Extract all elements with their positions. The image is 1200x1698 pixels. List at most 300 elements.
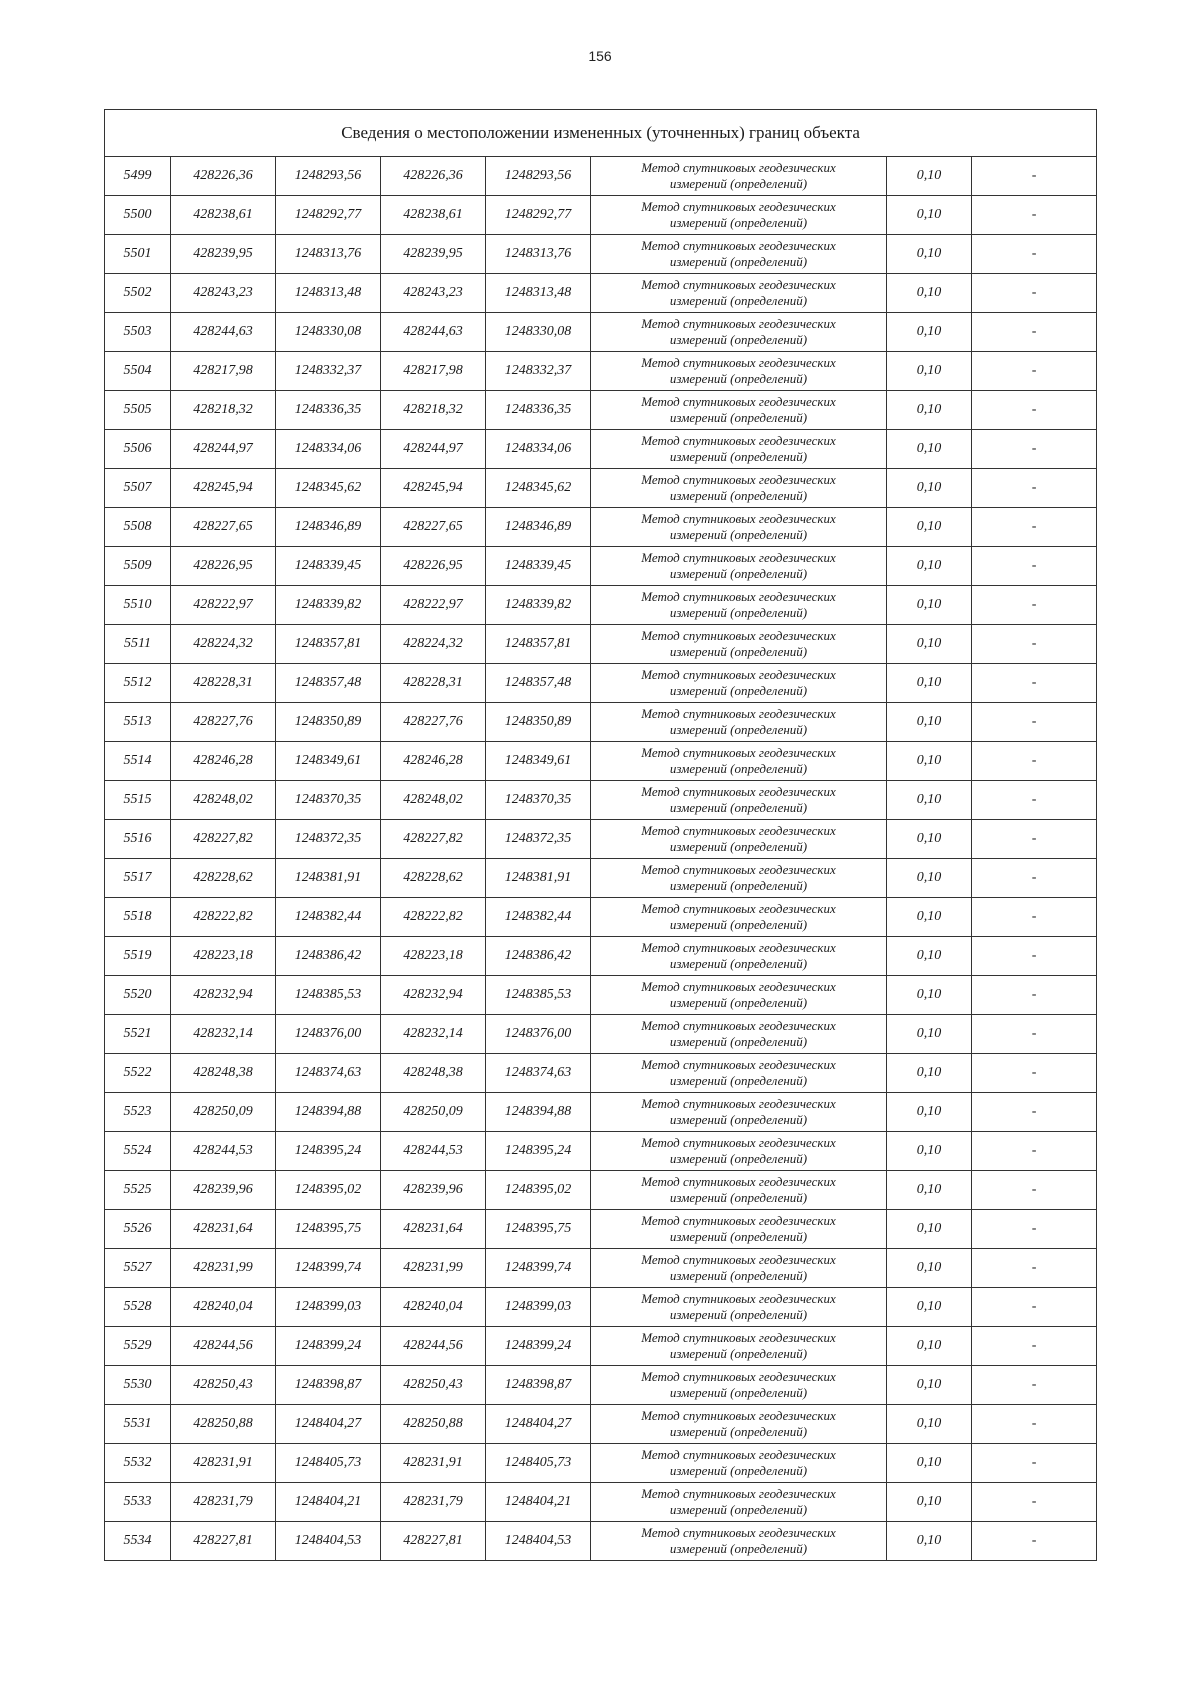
refined-y-cell: 1248374,63 (486, 1054, 591, 1093)
note-cell: - (972, 937, 1097, 976)
note-cell: - (972, 976, 1097, 1015)
table-row (105, 898, 1097, 937)
method-cell (591, 742, 887, 781)
point-number-cell: 5519 (105, 937, 171, 976)
existing-x-cell: 428244,63 (171, 313, 276, 352)
accuracy-cell: 0,10 (887, 1054, 972, 1093)
accuracy-cell: 0,10 (887, 976, 972, 1015)
point-number-cell: 5512 (105, 664, 171, 703)
existing-x-cell: 428248,02 (171, 781, 276, 820)
refined-x-cell: 428231,91 (381, 1444, 486, 1483)
method-cell (591, 820, 887, 859)
existing-y-cell: 1248394,88 (276, 1093, 381, 1132)
existing-x-cell: 428226,36 (171, 157, 276, 196)
method-cell (591, 1522, 887, 1561)
existing-y-cell: 1248339,82 (276, 586, 381, 625)
refined-x-cell: 428227,65 (381, 508, 486, 547)
accuracy-cell: 0,10 (887, 157, 972, 196)
point-number-cell: 5499 (105, 157, 171, 196)
method-line-2: измерений (определений) (669, 410, 808, 425)
existing-y-cell: 1248292,77 (276, 196, 381, 235)
point-number-cell: 5501 (105, 235, 171, 274)
existing-x-cell: 428250,88 (171, 1405, 276, 1444)
refined-x-cell: 428232,94 (381, 976, 486, 1015)
method-line-1: Метод спутниковых геодезических (641, 823, 836, 838)
refined-y-cell: 1248405,73 (486, 1444, 591, 1483)
existing-x-cell: 428240,04 (171, 1288, 276, 1327)
note-cell: - (972, 313, 1097, 352)
existing-y-cell: 1248395,75 (276, 1210, 381, 1249)
note-cell: - (972, 820, 1097, 859)
table-row (105, 1015, 1097, 1054)
refined-x-cell: 428244,97 (381, 430, 486, 469)
existing-y-cell: 1248336,35 (276, 391, 381, 430)
table-row (105, 1249, 1097, 1288)
note-cell: - (972, 196, 1097, 235)
table-row (105, 274, 1097, 313)
refined-y-cell: 1248395,24 (486, 1132, 591, 1171)
method-line-1: Метод спутниковых геодезических (641, 1135, 836, 1150)
point-number-cell: 5531 (105, 1405, 171, 1444)
method-line-2: измерений (определений) (669, 644, 808, 659)
existing-x-cell: 428224,32 (171, 625, 276, 664)
table-row (105, 703, 1097, 742)
table-row (105, 1171, 1097, 1210)
point-number-cell: 5518 (105, 898, 171, 937)
existing-y-cell: 1248386,42 (276, 937, 381, 976)
method-line-2: измерений (определений) (669, 1502, 808, 1517)
method-cell (591, 391, 887, 430)
note-cell: - (972, 1366, 1097, 1405)
existing-x-cell: 428245,94 (171, 469, 276, 508)
point-number-cell: 5528 (105, 1288, 171, 1327)
point-number-cell: 5508 (105, 508, 171, 547)
existing-y-cell: 1248357,48 (276, 664, 381, 703)
point-number-cell: 5502 (105, 274, 171, 313)
note-cell: - (972, 1093, 1097, 1132)
note-cell: - (972, 1054, 1097, 1093)
method-line-1: Метод спутниковых геодезических (641, 667, 836, 682)
existing-y-cell: 1248345,62 (276, 469, 381, 508)
point-number-cell: 5504 (105, 352, 171, 391)
accuracy-cell: 0,10 (887, 937, 972, 976)
note-cell: - (972, 1249, 1097, 1288)
existing-y-cell: 1248399,24 (276, 1327, 381, 1366)
refined-x-cell: 428231,64 (381, 1210, 486, 1249)
method-line-2: измерений (определений) (669, 995, 808, 1010)
existing-x-cell: 428231,91 (171, 1444, 276, 1483)
accuracy-cell: 0,10 (887, 625, 972, 664)
accuracy-cell: 0,10 (887, 391, 972, 430)
refined-y-cell: 1248398,87 (486, 1366, 591, 1405)
refined-x-cell: 428227,81 (381, 1522, 486, 1561)
accuracy-cell: 0,10 (887, 1093, 972, 1132)
refined-y-cell: 1248330,08 (486, 313, 591, 352)
existing-y-cell: 1248332,37 (276, 352, 381, 391)
point-number-cell: 5522 (105, 1054, 171, 1093)
method-cell (591, 664, 887, 703)
method-line-1: Метод спутниковых геодезических (641, 745, 836, 760)
table-caption: Сведения о местоположении измененных (уточненных) границ объекта (105, 110, 1097, 157)
existing-x-cell: 428227,82 (171, 820, 276, 859)
accuracy-cell: 0,10 (887, 664, 972, 703)
existing-y-cell: 1248339,45 (276, 547, 381, 586)
existing-y-cell: 1248381,91 (276, 859, 381, 898)
refined-y-cell: 1248372,35 (486, 820, 591, 859)
note-cell: - (972, 391, 1097, 430)
refined-y-cell: 1248292,77 (486, 196, 591, 235)
method-cell (591, 157, 887, 196)
table-row (105, 976, 1097, 1015)
refined-x-cell: 428250,09 (381, 1093, 486, 1132)
method-cell (591, 1132, 887, 1171)
method-line-2: измерений (определений) (669, 1229, 808, 1244)
method-line-2: измерений (определений) (669, 332, 808, 347)
refined-y-cell: 1248395,75 (486, 1210, 591, 1249)
method-cell (591, 352, 887, 391)
note-cell: - (972, 1015, 1097, 1054)
refined-y-cell: 1248313,48 (486, 274, 591, 313)
table-row (105, 1405, 1097, 1444)
note-cell: - (972, 703, 1097, 742)
existing-y-cell: 1248350,89 (276, 703, 381, 742)
existing-y-cell: 1248293,56 (276, 157, 381, 196)
refined-x-cell: 428224,32 (381, 625, 486, 664)
accuracy-cell: 0,10 (887, 508, 972, 547)
boundary-coordinates-table (104, 109, 1097, 1561)
refined-y-cell: 1248395,02 (486, 1171, 591, 1210)
point-number-cell: 5534 (105, 1522, 171, 1561)
table-row (105, 313, 1097, 352)
existing-x-cell: 428217,98 (171, 352, 276, 391)
table-row (105, 664, 1097, 703)
note-cell: - (972, 508, 1097, 547)
note-cell: - (972, 898, 1097, 937)
method-cell (591, 508, 887, 547)
note-cell: - (972, 157, 1097, 196)
existing-y-cell: 1248382,44 (276, 898, 381, 937)
method-line-2: измерений (определений) (669, 1385, 808, 1400)
method-cell (591, 898, 887, 937)
method-line-1: Метод спутниковых геодезических (641, 1330, 836, 1345)
page-number: 156 (588, 48, 612, 64)
refined-y-cell: 1248404,27 (486, 1405, 591, 1444)
note-cell: - (972, 274, 1097, 313)
accuracy-cell: 0,10 (887, 703, 972, 742)
method-line-2: измерений (определений) (669, 449, 808, 464)
refined-y-cell: 1248339,45 (486, 547, 591, 586)
table-row (105, 625, 1097, 664)
table-row (105, 1327, 1097, 1366)
note-cell: - (972, 235, 1097, 274)
existing-x-cell: 428231,99 (171, 1249, 276, 1288)
existing-y-cell: 1248395,02 (276, 1171, 381, 1210)
existing-x-cell: 428227,76 (171, 703, 276, 742)
method-cell (591, 1288, 887, 1327)
table-row (105, 157, 1097, 196)
refined-x-cell: 428227,82 (381, 820, 486, 859)
accuracy-cell: 0,10 (887, 1522, 972, 1561)
method-cell (591, 1015, 887, 1054)
method-line-1: Метод спутниковых геодезических (641, 472, 836, 487)
table-row (105, 1366, 1097, 1405)
note-cell: - (972, 430, 1097, 469)
method-line-1: Метод спутниковых геодезических (641, 1252, 836, 1267)
accuracy-cell: 0,10 (887, 820, 972, 859)
table-row (105, 742, 1097, 781)
method-line-1: Метод спутниковых геодезических (641, 1018, 836, 1033)
method-cell (591, 781, 887, 820)
table-row (105, 781, 1097, 820)
method-line-2: измерений (определений) (669, 371, 808, 386)
refined-y-cell: 1248376,00 (486, 1015, 591, 1054)
method-line-2: измерений (определений) (669, 254, 808, 269)
method-line-1: Метод спутниковых геодезических (641, 511, 836, 526)
note-cell: - (972, 1444, 1097, 1483)
method-line-2: измерений (определений) (669, 176, 808, 191)
note-cell: - (972, 1483, 1097, 1522)
existing-x-cell: 428227,81 (171, 1522, 276, 1561)
note-cell: - (972, 1327, 1097, 1366)
method-line-2: измерений (определений) (669, 527, 808, 542)
note-cell: - (972, 586, 1097, 625)
table-row (105, 1522, 1097, 1561)
method-cell (591, 547, 887, 586)
refined-x-cell: 428244,56 (381, 1327, 486, 1366)
table-row (105, 1132, 1097, 1171)
method-cell (591, 1171, 887, 1210)
note-cell: - (972, 1132, 1097, 1171)
accuracy-cell: 0,10 (887, 1210, 972, 1249)
method-line-2: измерений (определений) (669, 1112, 808, 1127)
existing-x-cell: 428246,28 (171, 742, 276, 781)
refined-y-cell: 1248345,62 (486, 469, 591, 508)
table-row (105, 235, 1097, 274)
method-line-1: Метод спутниковых геодезических (641, 1174, 836, 1189)
method-line-2: измерений (определений) (669, 1346, 808, 1361)
method-cell (591, 859, 887, 898)
existing-x-cell: 428238,61 (171, 196, 276, 235)
method-cell (591, 1249, 887, 1288)
point-number-cell: 5513 (105, 703, 171, 742)
existing-y-cell: 1248313,48 (276, 274, 381, 313)
accuracy-cell: 0,10 (887, 1132, 972, 1171)
method-cell (591, 1444, 887, 1483)
point-number-cell: 5505 (105, 391, 171, 430)
note-cell: - (972, 469, 1097, 508)
method-line-2: измерений (определений) (669, 683, 808, 698)
method-line-2: измерений (определений) (669, 1424, 808, 1439)
existing-x-cell: 428231,64 (171, 1210, 276, 1249)
point-number-cell: 5524 (105, 1132, 171, 1171)
refined-x-cell: 428227,76 (381, 703, 486, 742)
method-line-2: измерений (определений) (669, 1463, 808, 1478)
existing-y-cell: 1248349,61 (276, 742, 381, 781)
method-line-1: Метод спутниковых геодезических (641, 979, 836, 994)
point-number-cell: 5525 (105, 1171, 171, 1210)
method-line-1: Метод спутниковых геодезических (641, 901, 836, 916)
refined-y-cell: 1248336,35 (486, 391, 591, 430)
method-line-1: Метод спутниковых геодезических (641, 238, 836, 253)
method-line-1: Метод спутниковых геодезических (641, 160, 836, 175)
method-cell (591, 625, 887, 664)
table-row (105, 508, 1097, 547)
table-row (105, 1444, 1097, 1483)
point-number-cell: 5514 (105, 742, 171, 781)
method-line-1: Метод спутниковых геодезических (641, 1213, 836, 1228)
method-line-1: Метод спутниковых геодезических (641, 1408, 836, 1423)
refined-x-cell: 428243,23 (381, 274, 486, 313)
existing-y-cell: 1248395,24 (276, 1132, 381, 1171)
method-line-2: измерений (определений) (669, 1190, 808, 1205)
refined-x-cell: 428228,62 (381, 859, 486, 898)
point-number-cell: 5523 (105, 1093, 171, 1132)
existing-x-cell: 428218,32 (171, 391, 276, 430)
refined-y-cell: 1248394,88 (486, 1093, 591, 1132)
existing-x-cell: 428226,95 (171, 547, 276, 586)
method-line-2: измерений (определений) (669, 1541, 808, 1556)
point-number-cell: 5506 (105, 430, 171, 469)
note-cell: - (972, 1405, 1097, 1444)
method-line-2: измерений (определений) (669, 215, 808, 230)
point-number-cell: 5521 (105, 1015, 171, 1054)
existing-y-cell: 1248376,00 (276, 1015, 381, 1054)
method-line-2: измерений (определений) (669, 1268, 808, 1283)
refined-x-cell: 428244,53 (381, 1132, 486, 1171)
table-row (105, 586, 1097, 625)
existing-x-cell: 428222,82 (171, 898, 276, 937)
method-line-1: Метод спутниковых геодезических (641, 940, 836, 955)
refined-y-cell: 1248334,06 (486, 430, 591, 469)
method-cell (591, 703, 887, 742)
accuracy-cell: 0,10 (887, 1405, 972, 1444)
refined-x-cell: 428217,98 (381, 352, 486, 391)
existing-y-cell: 1248398,87 (276, 1366, 381, 1405)
table-row (105, 547, 1097, 586)
method-line-1: Метод спутниковых геодезических (641, 1057, 836, 1072)
method-line-1: Метод спутниковых геодезических (641, 784, 836, 799)
table-row (105, 1483, 1097, 1522)
refined-y-cell: 1248313,76 (486, 235, 591, 274)
note-cell: - (972, 625, 1097, 664)
existing-x-cell: 428227,65 (171, 508, 276, 547)
table-row (105, 1054, 1097, 1093)
method-line-2: измерений (определений) (669, 800, 808, 815)
table-body (105, 157, 1097, 1561)
refined-y-cell: 1248382,44 (486, 898, 591, 937)
method-line-1: Метод спутниковых геодезических (641, 277, 836, 292)
method-line-2: измерений (определений) (669, 917, 808, 932)
refined-x-cell: 428239,95 (381, 235, 486, 274)
existing-y-cell: 1248370,35 (276, 781, 381, 820)
method-cell (591, 1483, 887, 1522)
refined-x-cell: 428231,99 (381, 1249, 486, 1288)
existing-x-cell: 428239,96 (171, 1171, 276, 1210)
accuracy-cell: 0,10 (887, 430, 972, 469)
refined-y-cell: 1248370,35 (486, 781, 591, 820)
table-caption-row (105, 110, 1097, 157)
method-cell (591, 469, 887, 508)
method-cell (591, 235, 887, 274)
existing-y-cell: 1248385,53 (276, 976, 381, 1015)
refined-x-cell: 428222,82 (381, 898, 486, 937)
refined-x-cell: 428226,95 (381, 547, 486, 586)
method-cell (591, 586, 887, 625)
method-line-2: измерений (определений) (669, 1073, 808, 1088)
table-row (105, 469, 1097, 508)
existing-x-cell: 428232,14 (171, 1015, 276, 1054)
method-line-1: Метод спутниковых геодезических (641, 1096, 836, 1111)
note-cell: - (972, 859, 1097, 898)
refined-x-cell: 428222,97 (381, 586, 486, 625)
existing-x-cell: 428250,09 (171, 1093, 276, 1132)
refined-y-cell: 1248357,81 (486, 625, 591, 664)
refined-y-cell: 1248293,56 (486, 157, 591, 196)
method-line-2: измерений (определений) (669, 761, 808, 776)
accuracy-cell: 0,10 (887, 1327, 972, 1366)
table-row (105, 1288, 1097, 1327)
accuracy-cell: 0,10 (887, 352, 972, 391)
method-line-2: измерений (определений) (669, 722, 808, 737)
accuracy-cell: 0,10 (887, 1444, 972, 1483)
point-number-cell: 5526 (105, 1210, 171, 1249)
note-cell: - (972, 742, 1097, 781)
method-cell (591, 430, 887, 469)
accuracy-cell: 0,10 (887, 274, 972, 313)
method-line-1: Метод спутниковых геодезических (641, 355, 836, 370)
method-line-1: Метод спутниковых геодезических (641, 316, 836, 331)
existing-x-cell: 428244,97 (171, 430, 276, 469)
note-cell: - (972, 781, 1097, 820)
point-number-cell: 5527 (105, 1249, 171, 1288)
point-number-cell: 5516 (105, 820, 171, 859)
method-line-1: Метод спутниковых геодезических (641, 1486, 836, 1501)
existing-y-cell: 1248404,53 (276, 1522, 381, 1561)
method-line-2: измерений (определений) (669, 1151, 808, 1166)
existing-x-cell: 428244,53 (171, 1132, 276, 1171)
accuracy-cell: 0,10 (887, 1249, 972, 1288)
table-row (105, 1210, 1097, 1249)
note-cell: - (972, 1210, 1097, 1249)
point-number-cell: 5510 (105, 586, 171, 625)
method-line-1: Метод спутниковых геодезических (641, 1447, 836, 1462)
refined-x-cell: 428250,88 (381, 1405, 486, 1444)
note-cell: - (972, 547, 1097, 586)
method-line-1: Метод спутниковых геодезических (641, 589, 836, 604)
point-number-cell: 5507 (105, 469, 171, 508)
refined-y-cell: 1248399,74 (486, 1249, 591, 1288)
method-cell (591, 1366, 887, 1405)
existing-y-cell: 1248372,35 (276, 820, 381, 859)
refined-x-cell: 428246,28 (381, 742, 486, 781)
refined-y-cell: 1248332,37 (486, 352, 591, 391)
existing-y-cell: 1248399,03 (276, 1288, 381, 1327)
existing-y-cell: 1248404,27 (276, 1405, 381, 1444)
point-number-cell: 5511 (105, 625, 171, 664)
point-number-cell: 5533 (105, 1483, 171, 1522)
method-line-2: измерений (определений) (669, 956, 808, 971)
existing-x-cell: 428250,43 (171, 1366, 276, 1405)
note-cell: - (972, 1522, 1097, 1561)
note-cell: - (972, 1288, 1097, 1327)
refined-x-cell: 428223,18 (381, 937, 486, 976)
table-row (105, 196, 1097, 235)
accuracy-cell: 0,10 (887, 781, 972, 820)
method-cell (591, 274, 887, 313)
method-line-2: измерений (определений) (669, 1034, 808, 1049)
refined-y-cell: 1248381,91 (486, 859, 591, 898)
note-cell: - (972, 1171, 1097, 1210)
